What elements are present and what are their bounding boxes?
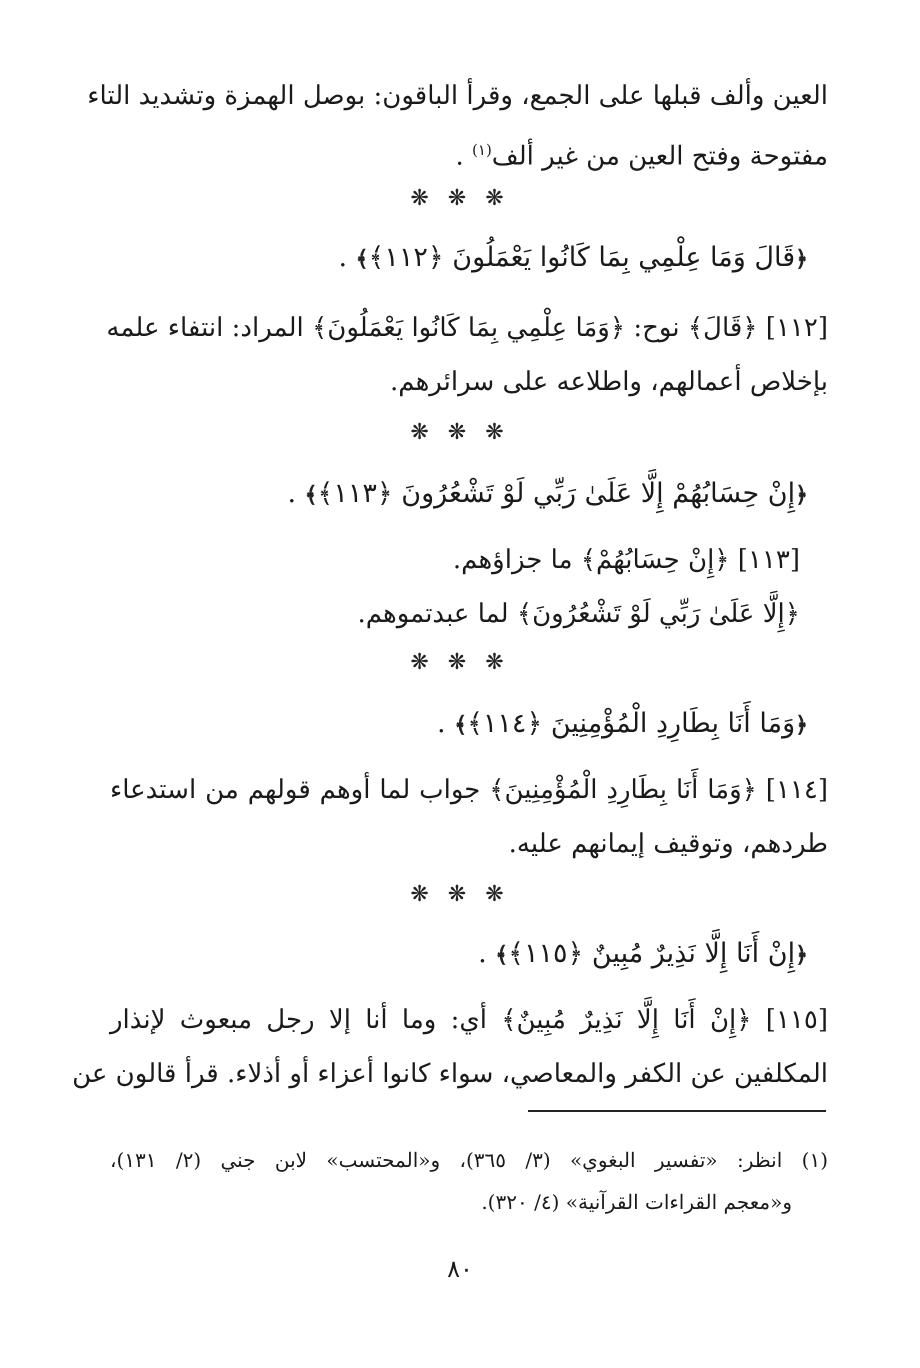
section-separator: ❋ ❋ ❋: [410, 650, 510, 675]
page-number: ٨٠: [447, 1255, 473, 1283]
verse-end: .: [478, 938, 496, 969]
verse-open-bracket: ﴿: [795, 247, 808, 272]
footnote-divider: [528, 1110, 826, 1112]
commentary-line: المكلفين عن الكفر والمعاصي، سواء كانوا أعزاء أو أذلاء. قرأ قالون عن: [72, 1059, 828, 1089]
section-separator: ❋ ❋ ❋: [410, 186, 510, 211]
verse-open-bracket: ﴿: [795, 943, 808, 968]
section-separator: ❋ ❋ ❋: [410, 420, 510, 445]
verse-close-bracket: ﴾: [304, 483, 318, 508]
footnote-ref[interactable]: (١): [472, 141, 492, 159]
commentary-line: بإخلاص أعمالهم، واطلاعه على سرائرهم.: [390, 367, 828, 397]
verse-text: إِنْ حِسَابُهُمْ إِلَّا عَلَىٰ رَبِّي لَوْ تَشْعُرُونَ ﴿١١٣﴾: [317, 478, 796, 509]
verse-close-bracket: ﴾: [454, 713, 468, 738]
verse-112: [338, 236, 808, 282]
commentary-line: طردهم، وتوقيف إيمانهم عليه.: [508, 829, 828, 859]
text-span: .: [455, 141, 473, 172]
commentary-line: [١١٥] ﴿إِنْ أَنَا إِلَّا نَذِيرٌ مُبِينٌ﴾ أي: وما أنا إلا رجل مبعوث لإنذار: [110, 1005, 828, 1035]
verse-end: .: [338, 242, 356, 273]
text-line: [455, 130, 828, 177]
verse-open-bracket: ﴿: [795, 713, 808, 738]
text-span: مفتوحة وفتح العين من غير ألف: [491, 141, 828, 172]
verse-close-bracket: ﴾: [495, 943, 509, 968]
footnote-line: (١) انظر: «تفسير البغوي» (٣/ ٣٦٥)، و«المحتسب» لابن جني (٢/ ١٣١)،: [110, 1148, 828, 1172]
text-line: العين وألف قبلها على الجمع، وقرأ الباقون: بوصل الهمزة وتشديد التاء: [87, 81, 828, 111]
footnote-line: و«معجم القراءات القرآنية» (٤/ ٣٢٠).: [481, 1190, 792, 1214]
verse-text: وَمَا أَنَا بِطَارِدِ الْمُؤْمِنِينَ ﴿١١٤﴾: [467, 708, 796, 739]
verse-end: .: [437, 708, 455, 739]
verse-close-bracket: ﴾: [355, 247, 369, 272]
commentary-line: [١١٣] ﴿إِنْ حِسَابُهُمْ﴾ ما جزاؤهم.: [452, 545, 800, 575]
verse-open-bracket: ﴿: [795, 483, 808, 508]
commentary-line: [١١٤] ﴿وَمَا أَنَا بِطَارِدِ الْمُؤْمِنِينَ﴾ جواب لما أوهم قولهم من استدعاء: [110, 775, 828, 805]
section-separator: ❋ ❋ ❋: [410, 882, 510, 907]
commentary-line: ﴿إِلَّا عَلَىٰ رَبِّي لَوْ تَشْعُرُونَ﴾ لما عبدتموهم.: [357, 599, 800, 629]
verse-115: [478, 932, 808, 978]
verse-end: .: [287, 478, 305, 509]
verse-114: [437, 702, 808, 748]
verse-113: [287, 472, 808, 518]
verse-text: قَالَ وَمَا عِلْمِي بِمَا كَانُوا يَعْمَلُونَ ﴿١١٢﴾: [368, 242, 796, 273]
verse-text: إِنْ أَنَا إِلَّا نَذِيرٌ مُبِينٌ ﴿١١٥﴾: [508, 938, 796, 969]
commentary-line: [١١٢] ﴿قَالَ﴾ نوح: ﴿وَمَا عِلْمِي بِمَا كَانُوا يَعْمَلُونَ﴾ المراد: انتفاء علمه: [106, 313, 828, 343]
